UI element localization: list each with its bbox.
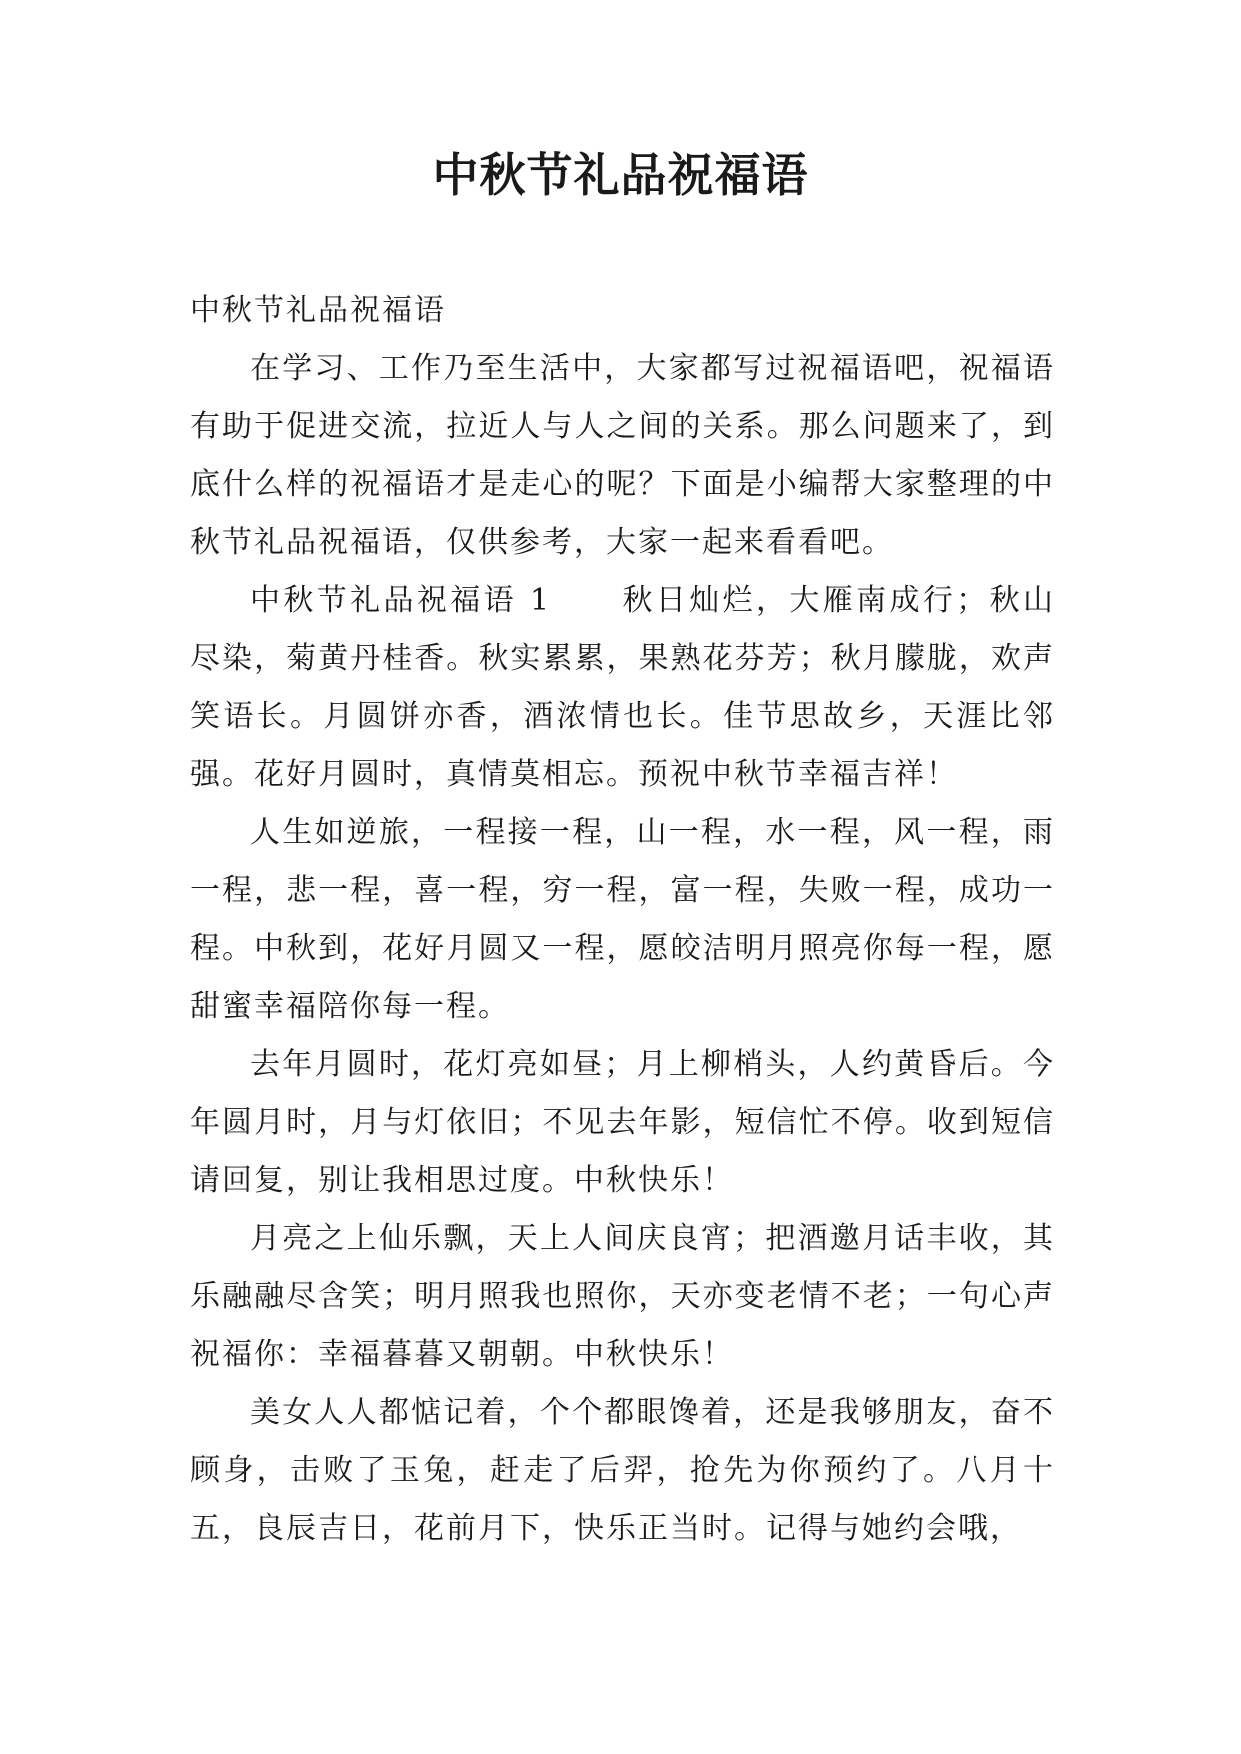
wish-paragraph: 去年月圆时，花灯亮如昼；月上柳梢头，人约黄昏后。今年圆月时，月与灯依旧；不见去年影，短信忙不停。收到短信请回复，别让我相思过度。中秋快乐！ [190,1047,1055,1198]
document-subtitle: 中秋节礼品祝福语 [190,293,446,328]
wish-paragraph: 美女人人都惦记着，个个都眼馋着，还是我够朋友，奋不顾身，击败了玉兔，赶走了后羿，抢先为你预约了。八月十五，良辰吉日，花前月下，快乐正当时。记得与她约会哦， [190,1395,1055,1546]
section-1-paragraph [190,572,1055,804]
wish-paragraph: 月亮之上仙乐飘，天上人间庆良宵；把酒邀月话丰收，其乐融融尽含笑；明月照我也照你，天亦变老情不老；一句心声祝福你：幸福暮暮又朝朝。中秋快乐！ [190,1221,1055,1372]
document-title: 中秋节礼品祝福语 [432,148,809,202]
section-first-text: 秋日灿烂，大雁南成行；秋山尽染，菊黄丹桂香。秋实累累，果熟花芬芳；秋月朦胧，欢声笑语长。月圆饼亦香，酒浓情也长。佳节思故乡，天涯比邻强。花好月圆时，真情莫相忘。预祝中秋节幸福吉祥！ [190,583,1056,792]
section-heading: 中秋节礼品祝福语 1 [250,583,552,618]
wish-paragraph: 人生如逆旅，一程接一程，山一程，水一程，风一程，雨一程，悲一程，喜一程，穷一程，富一程，失败一程，成功一程。中秋到，花好月圆又一程，愿皎洁明月照亮你每一程，愿甜蜜幸福陪你每一程。 [190,815,1055,1024]
intro-paragraph: 在学习、工作乃至生活中，大家都写过祝福语吧，祝福语有助于促进交流，拉近人与人之间的关系。那么问题来了，到底什么样的祝福语才是走心的呢？下面是小编帮大家整理的中秋节礼品祝福语，仅供参考，大家一起来看看吧。 [190,351,1055,560]
document-body [190,282,1055,1558]
